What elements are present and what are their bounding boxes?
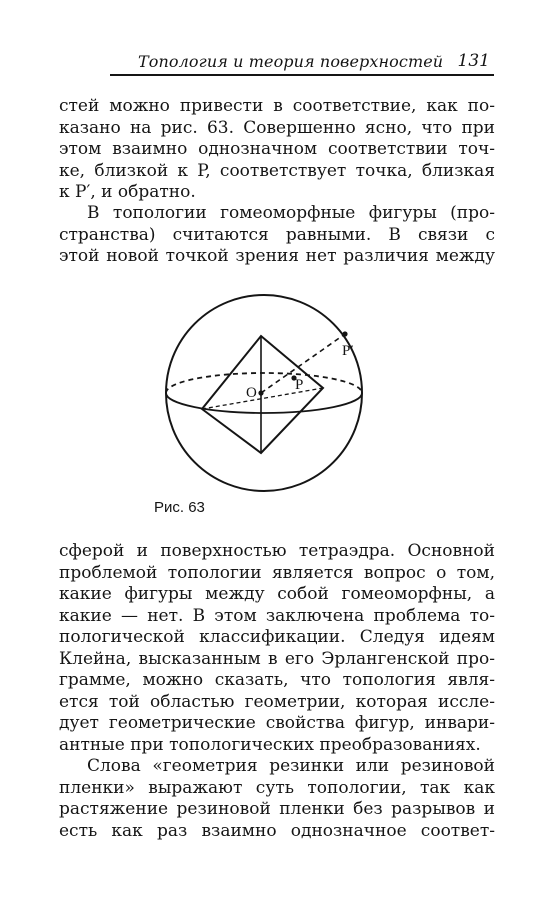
text-line: ется той областью геометрии, которая иссле-: [59, 691, 495, 712]
page-number: 131: [457, 51, 490, 71]
sphere-tetrahedron-drawing: [160, 282, 400, 502]
text-line: этой новой точкой зрения нет различия между: [59, 246, 495, 266]
paragraph-continued: [59, 96, 495, 204]
paragraph-homeomorphic: [59, 203, 495, 268]
text-line: В топологии гомеоморфные фигуры (про-: [87, 203, 495, 223]
label-p-prime: P′: [342, 343, 354, 359]
center-point: [258, 390, 263, 395]
paragraph-topology-problem: [59, 541, 495, 756]
text-line: Слова «геометрия резинки или резиновой: [87, 756, 495, 776]
text-line: к P′, и обратно.: [59, 182, 196, 202]
label-o: O: [246, 385, 257, 401]
running-title: Топология и теория поверхностей: [138, 52, 444, 71]
text-line: ке, близкой к P, соответствует точка, близкая: [59, 160, 495, 181]
figure-caption: Рис. 63: [154, 499, 205, 516]
running-head: [110, 48, 494, 76]
text-line: стей можно привести в соответствие, как по-: [59, 96, 495, 116]
text-line: сферой и поверхностью тетраэдра. Основной: [59, 541, 495, 561]
text-line: пологической классификации. Следуя идеям: [59, 627, 495, 647]
point-p-prime: [342, 331, 347, 336]
sphere-outline: [166, 295, 362, 491]
text-line: пленки» выражают суть топологии, так как: [59, 777, 495, 798]
text-line: проблемой топологии является вопрос о том,: [59, 562, 495, 583]
text-line: Клейна, высказанным в его Эрлангенской про-: [59, 648, 495, 669]
text-line: антные при топологических преобразованиях.: [59, 734, 481, 755]
text-line: дует геометрические свойства фигур, инвари-: [59, 713, 495, 733]
label-p: P: [295, 377, 304, 393]
text-line: растяжение резиновой пленки без разрывов и: [59, 799, 495, 819]
figure-sphere-tetrahedron: [160, 282, 400, 502]
text-line: казано на рис. 63. Совершенно ясно, что при: [59, 117, 495, 138]
text-line: этом взаимно однозначном соответствии точ-: [59, 139, 495, 159]
equator-front: [166, 393, 362, 413]
text-line: есть как раз взаимно однозначное соответ-: [59, 820, 495, 841]
text-line: какие — нет. В этом заключена проблема то-: [59, 605, 495, 626]
paragraph-rubber-geometry: [59, 756, 495, 842]
text-line: странства) считаются равными. В связи с: [59, 224, 495, 245]
text-line: какие фигуры между собой гомеоморфны, а: [59, 584, 495, 604]
text-line: грамме, можно сказать, что топология явля-: [59, 670, 495, 690]
